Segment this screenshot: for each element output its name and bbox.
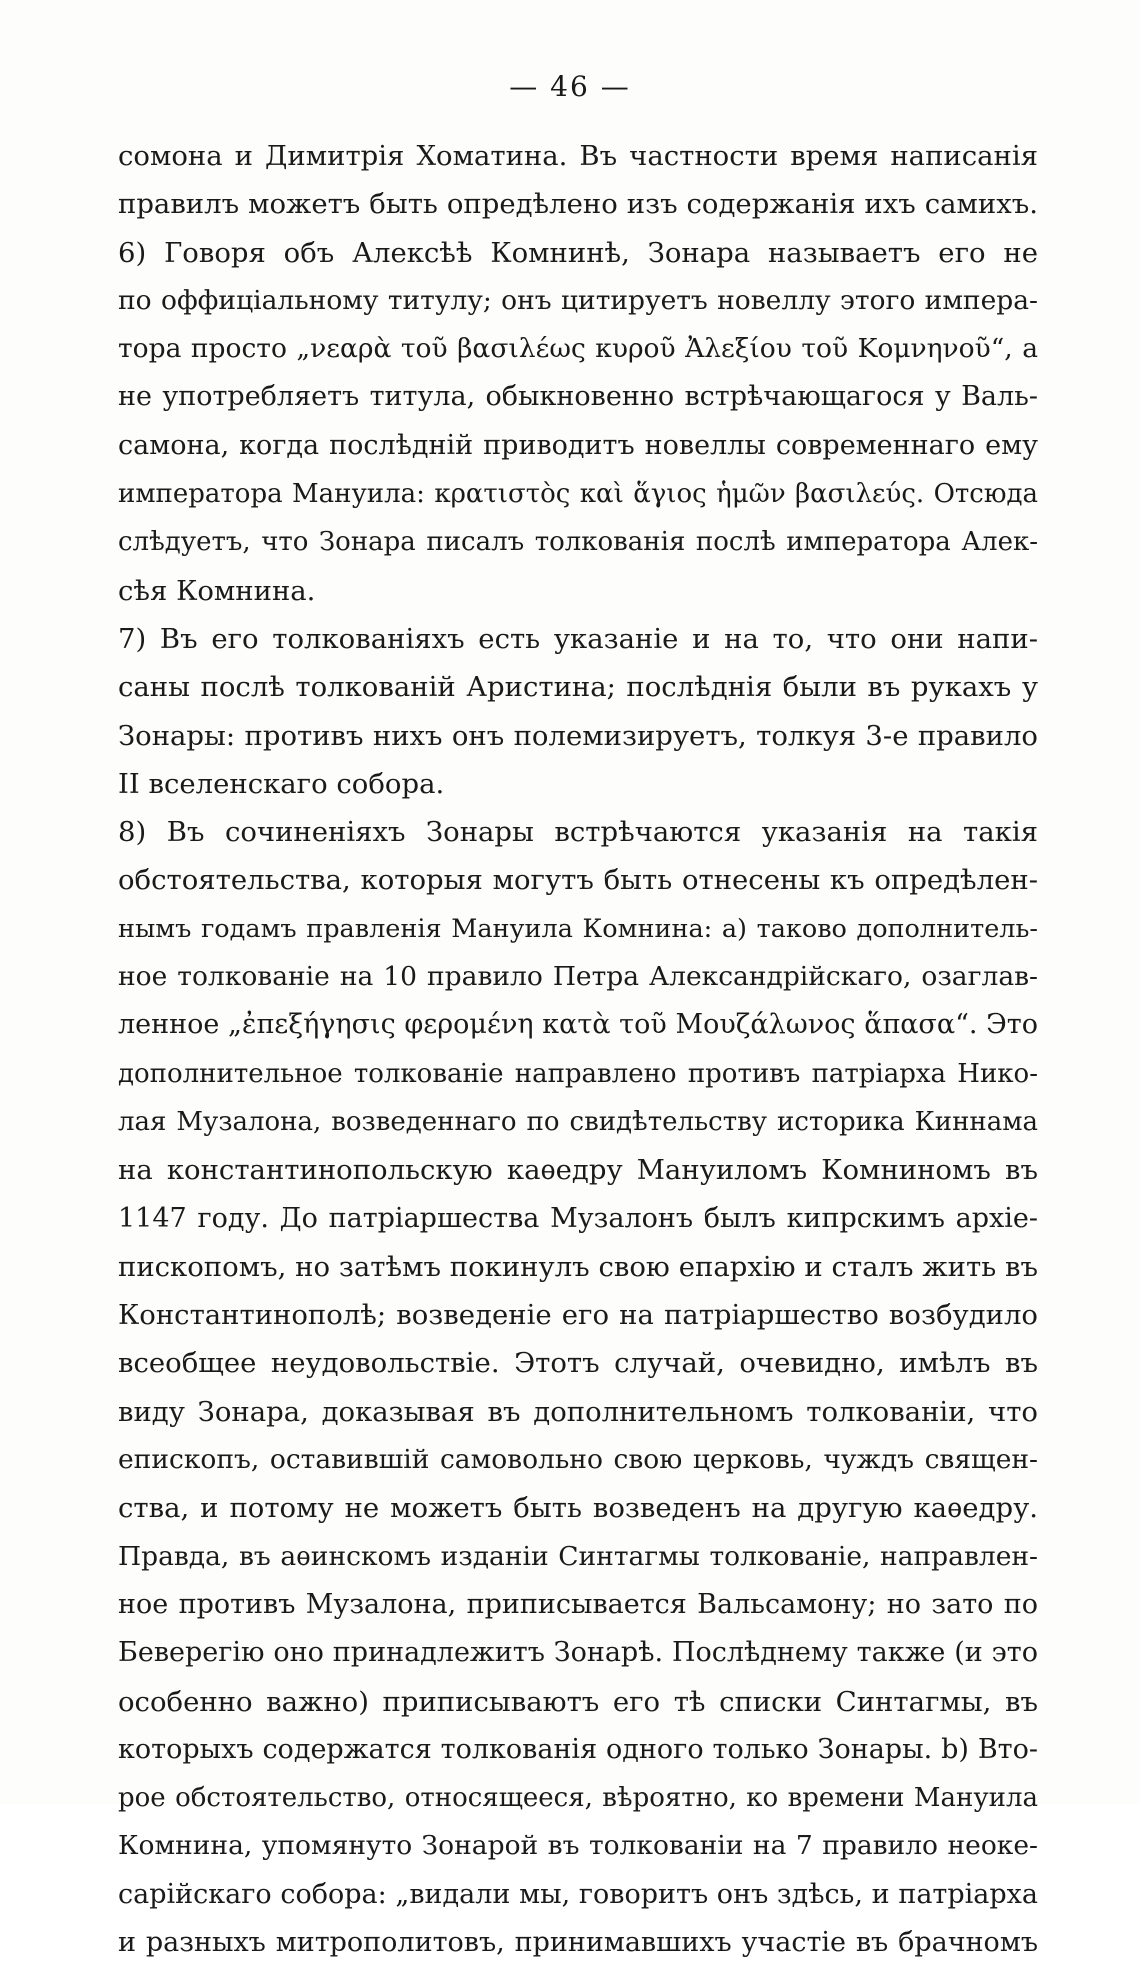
text-line: виду Зонара, доказывая въ дополнительномъ толкованіи, что [118,1395,1038,1428]
text-line: лая Музалона, возведеннаго по свидѣтельству историка Киннама [118,1106,1038,1137]
text-line: слѣдуетъ, что Зонара писалъ толкованія послѣ императора Алек- [118,527,1038,558]
text-line: 7) Въ его толкованіяхъ есть указаніе и на то, что они напи- [118,622,1038,655]
text-line: на константинопольскую каѳедру Мануиломъ Комниномъ въ [118,1154,1038,1187]
text-line: самона, когда послѣдній приводитъ новеллы современнаго ему [118,429,1038,461]
text-line: ства, и потому не можетъ быть возведенъ на другую каѳедру. [118,1492,1038,1525]
text-line: Беверегію оно принадлежитъ Зонарѣ. Послѣднему также (и это [118,1637,1038,1669]
text-line: правилъ можетъ быть опредѣлено изъ содержанія ихъ самихъ. [118,188,1038,221]
text-line: ное противъ Музалона, приписывается Вальсамону; но зато по [118,1588,1038,1620]
text-line: Константинополѣ; возведеніе его на патріаршество возбудило [118,1299,1038,1332]
page-number: — 46 — [509,70,631,103]
text-line: рое обстоятельство, относящееся, вѣроятно, ко времени Мануила [118,1783,1038,1814]
text-line: II вселенскаго собора. [118,767,445,800]
text-line: по оффиціальному титулу; онъ цитируетъ новеллу этого импера- [118,284,1038,316]
text-line: 1147 году. До патріаршества Музалонъ былъ кипрскимъ архіе- [118,1202,1038,1234]
text-line: и разныхъ митрополитовъ, принимавшихъ участіе въ брачномъ [118,1926,1038,1958]
text-line: Комнина, упомянуто Зонарой въ толкованіи на 7 правило неоке- [118,1830,1038,1862]
text-line: саны послѣ толкованій Аристина; послѣднія были въ рукахъ у [118,671,1038,704]
text-line: 8) Въ сочиненіяхъ Зонары встрѣчаются указанія на такія [118,816,1038,849]
text-line: дополнительное толкованіе направлено противъ патріарха Нико- [118,1058,1038,1089]
text-line: сарійскаго собора: „видали мы, говоритъ онъ здѣсь, и патріарха [118,1878,1038,1910]
text-line: тора просто „νεαρὰ τοῦ βασιλέως κυροῦ Ἀλεξίου τοῦ Κομνηνοῦ“, а [118,333,1038,365]
text-line: которыхъ содержатся толкованія одного только Зонары. b) Вто- [118,1733,1038,1765]
text-line: нымъ годамъ правленія Мануила Комнина: а) таково дополнитель- [118,913,1038,944]
text-line: Правда, въ аѳинскомъ изданіи Синтагмы толкованіе, направлен- [118,1540,1038,1572]
text-line: не употребляетъ титула, обыкновенно встрѣчающагося у Валь- [118,381,1038,413]
text-line: сѣя Комнина. [118,574,316,607]
text-line: сомона и Димитрія Хоматина. Въ частности время написанія [118,140,1038,172]
text-line: Зонары: противъ нихъ онъ полемизируетъ, толкуя 3-е правило [118,719,1038,752]
text-line: ное толкованіе на 10 правило Петра Александрійскаго, озаглав- [118,961,1038,993]
text-line: особенно важно) приписываютъ его тѣ списки Синтагмы, въ [118,1685,1038,1718]
text-line: епископъ, оставившій самовольно свою церковь, чуждъ священ- [118,1444,1038,1476]
text-line: императора Мануила: κρατιστὸς καὶ ἅγιος ἡμῶν βασιλεύς. Отсюда [118,479,1038,510]
text-line: 6) Говоря объ Алексѣѣ Комнинѣ, Зонара называетъ его не [118,236,1038,269]
text-line: ленное „ἐπεξήγησις φερομένη κατὰ τοῦ Μουζάλωνος ἅπασα“. Это [118,1009,1038,1041]
body-text [118,132,1038,1967]
text-line: пископомъ, но затѣмъ покинулъ свою епархію и сталъ жить въ [118,1250,1038,1283]
text-line: всеобщее неудовольствіе. Этотъ случай, очевидно, имѣлъ въ [118,1347,1038,1380]
text-line: обстоятельства, которыя могутъ быть отнесены къ опредѣлен- [118,864,1038,897]
